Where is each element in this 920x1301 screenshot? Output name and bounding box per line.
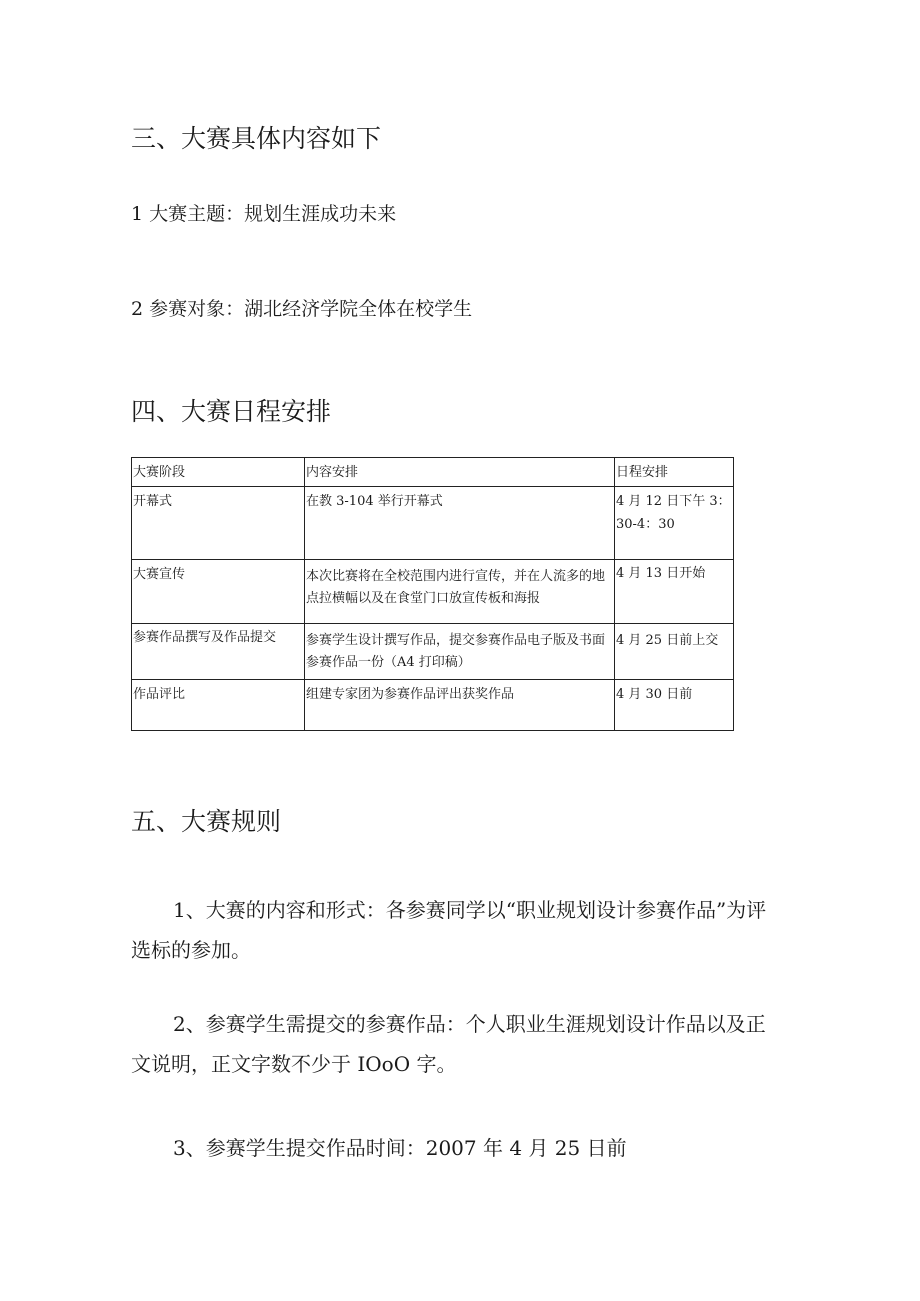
header-cell: 内容安排: [305, 458, 615, 487]
section4-heading: 四、大赛日程安排: [131, 397, 332, 426]
table-cell: 参赛学生设计撰写作品，提交参赛作品电子版及书面参赛作品一份（A4 打印稿）: [305, 624, 615, 680]
header-cell: 大赛阶段: [132, 458, 305, 487]
table-cell: 在教 3-104 举行开幕式: [305, 487, 615, 560]
header-cell: 日程安排: [615, 458, 734, 487]
table-cell: 本次比赛将在全校范围内进行宣传，并在人流多的地点拉横幅以及在食堂门口放宣传板和海报: [305, 560, 615, 624]
table-row: [132, 560, 734, 624]
table-cell: 4 月 25 日前上交: [615, 624, 734, 680]
table-header-row: [132, 458, 734, 487]
rule-2: 2、参赛学生需提交的参赛作品：个人职业生涯规划设计作品以及正文说明，正文字数不少于 IOoO 字。: [131, 1012, 766, 1076]
table-cell: 4 月 30 日前: [615, 680, 734, 731]
rule-3: 3、参赛学生提交作品时间：2007 年 4 月 25 日前: [173, 1136, 627, 1160]
table-row: [132, 624, 734, 680]
section3-heading: 三、大赛具体内容如下: [131, 124, 382, 153]
schedule-table: [131, 457, 734, 731]
table-row: [132, 680, 734, 731]
contest-participants: 2 参赛对象：湖北经济学院全体在校学生: [131, 298, 473, 320]
rule-1: 1、大赛的内容和形式：各参赛同学以“职业规划设计参赛作品”为评选标的参加。: [131, 898, 767, 962]
table-cell: 4 月 13 日开始: [615, 560, 734, 624]
table-cell: 4 月 12 日下午 3：30-4：30: [615, 487, 734, 560]
table-cell: 开幕式: [132, 487, 305, 560]
table-cell: 组建专家团为参赛作品评出获奖作品: [305, 680, 615, 731]
table-cell: 大赛宣传: [132, 560, 305, 624]
table-cell: 参赛作品撰写及作品提交: [132, 624, 305, 680]
contest-theme: 1 大赛主题：规划生涯成功未来: [131, 203, 397, 225]
table-row: [132, 487, 734, 560]
table-cell: 作品评比: [132, 680, 305, 731]
section5-heading: 五、大赛规则: [131, 807, 282, 836]
